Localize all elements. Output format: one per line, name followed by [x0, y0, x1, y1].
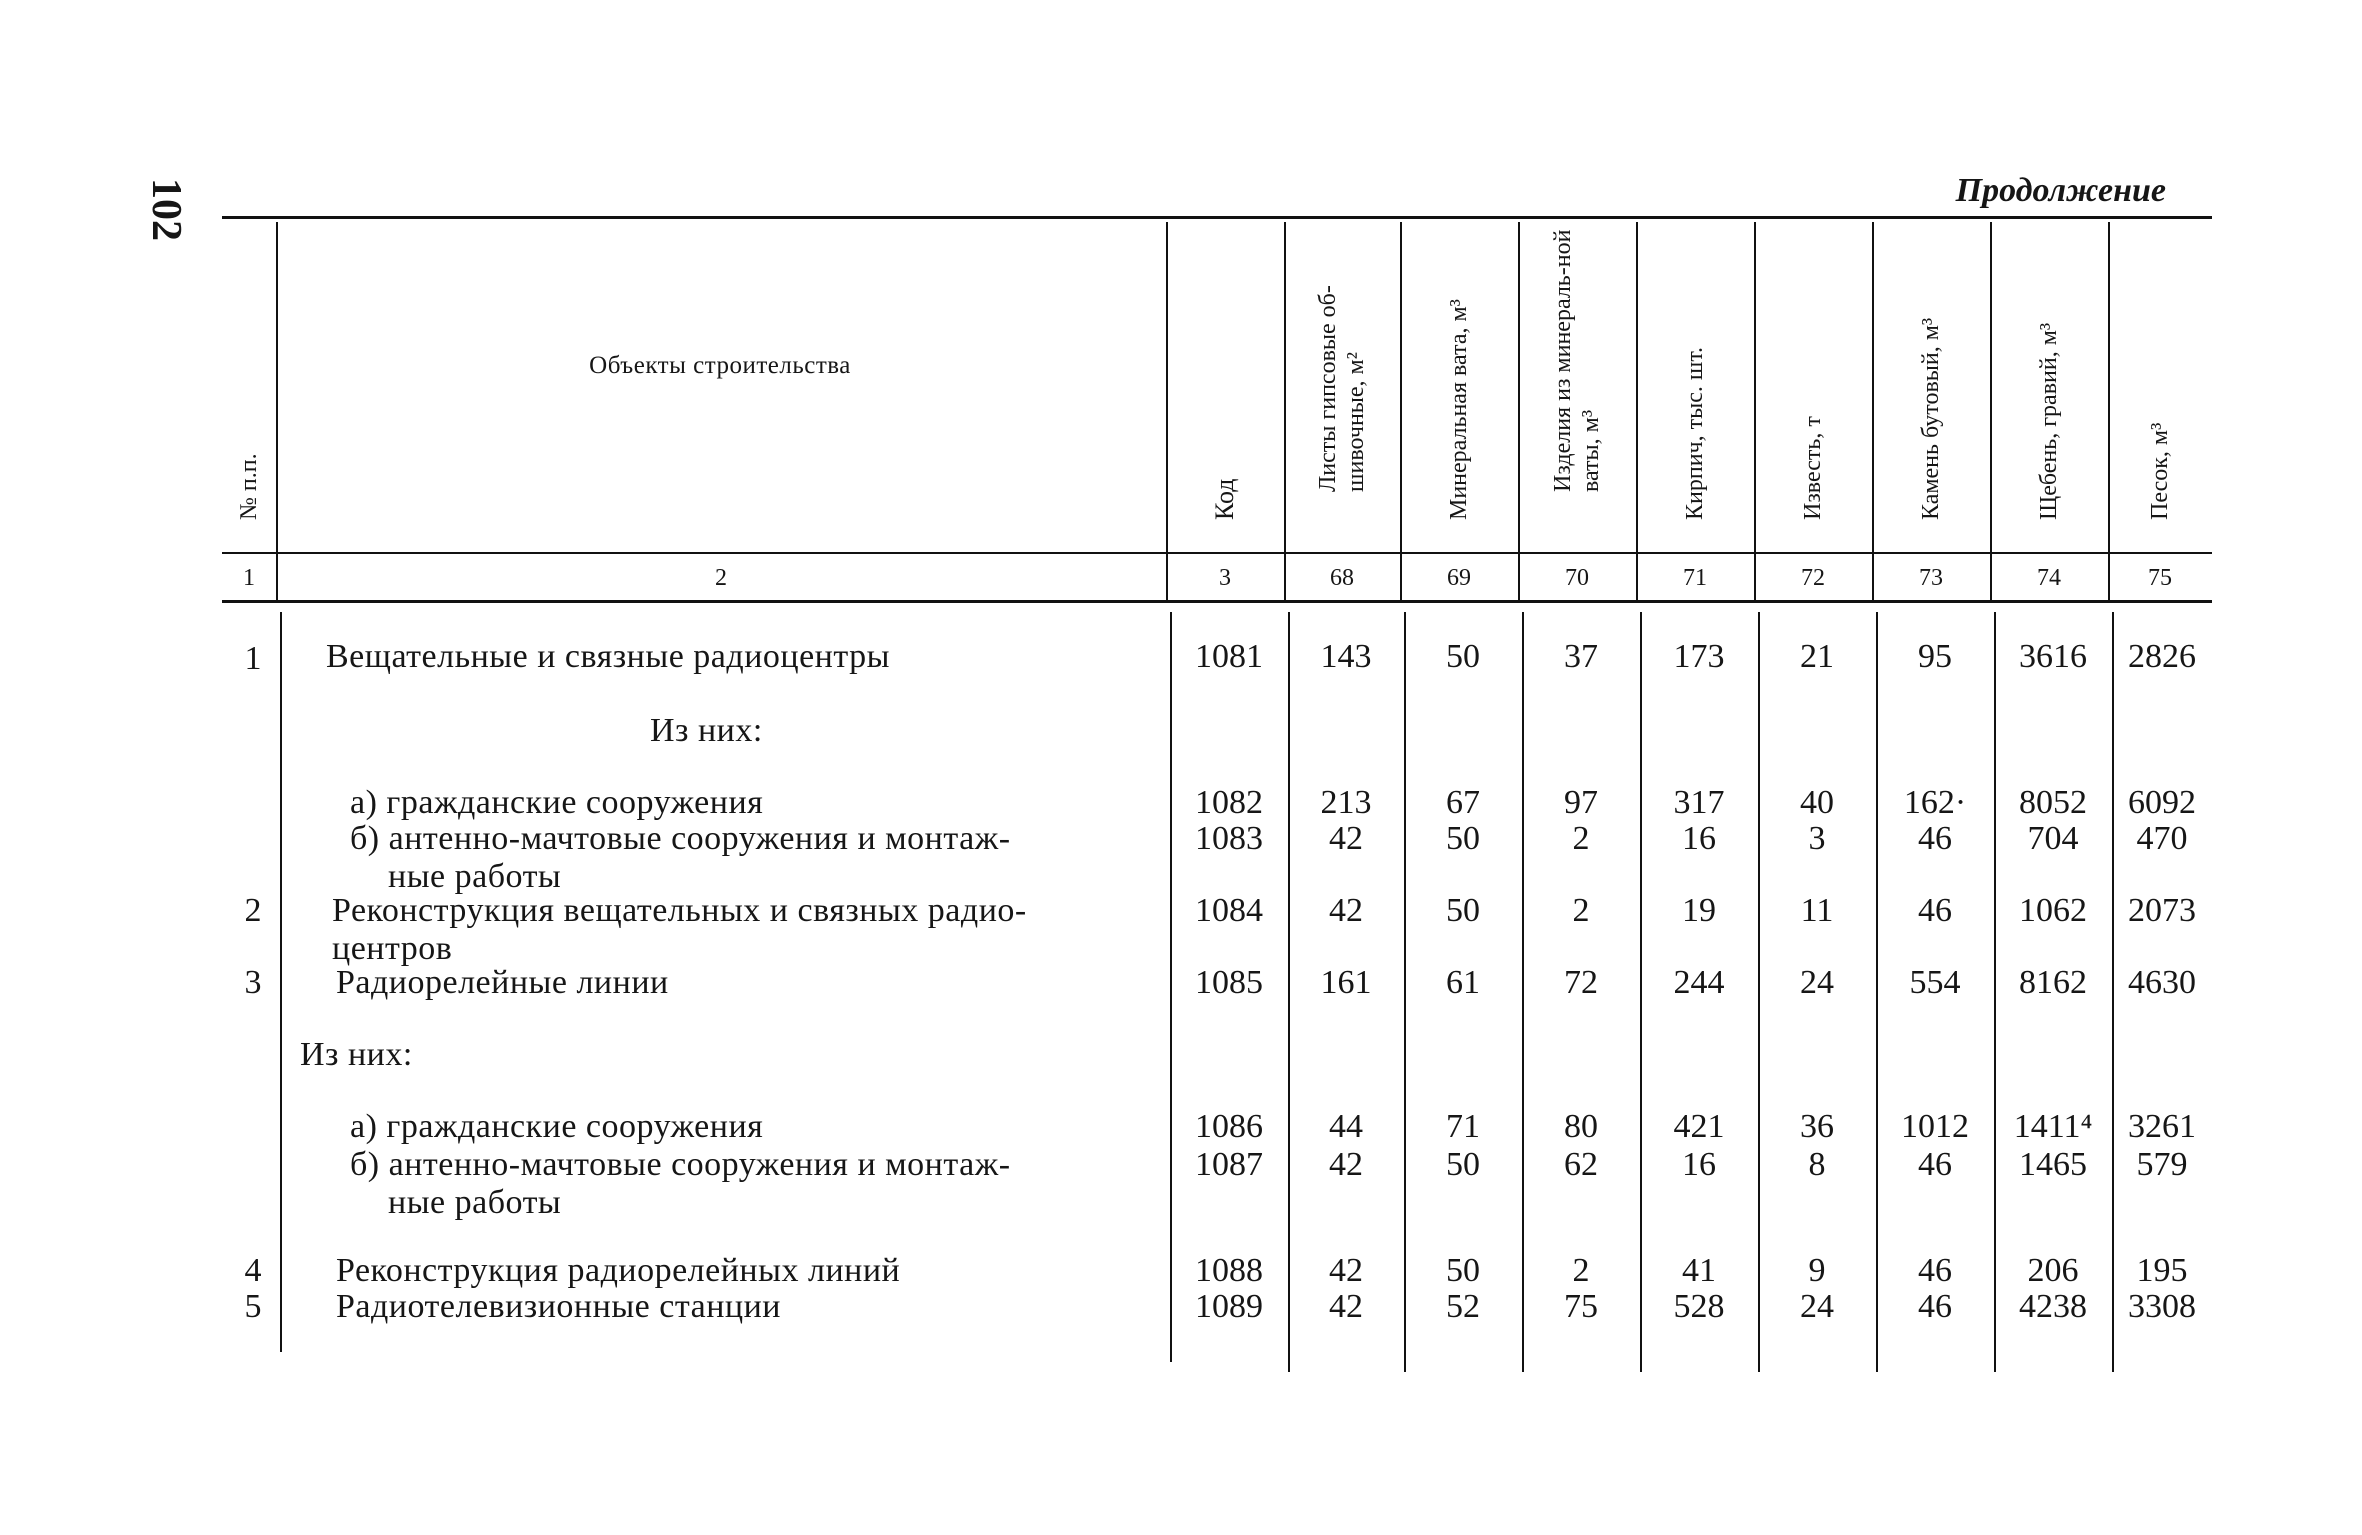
- header-col-72: Известь, т: [1800, 416, 1826, 520]
- header-num: № п.п.: [236, 453, 262, 520]
- top-rule: [222, 216, 2212, 219]
- header-index-rule: [222, 552, 2212, 554]
- header-bottom-rule: [222, 600, 2212, 603]
- header-objects: Объекты строительства: [589, 352, 851, 379]
- header-col-71: Кирпич, тыс. шт.: [1682, 346, 1708, 520]
- header-col-70: Изделия из минераль-ной ваты, м³: [1550, 229, 1604, 492]
- header-col-75: Песок, м³: [2147, 422, 2173, 520]
- header-col-69: Минеральная вата, м³: [1446, 299, 1472, 520]
- header-col-73: Камень бутовый, м³: [1918, 317, 1944, 520]
- header-col-68: Листы гипсовые об-шивочные, м²: [1315, 285, 1369, 492]
- continued-label: Продолжение: [1955, 172, 2166, 209]
- header-col-74: Щебень, гравий, м³: [2036, 322, 2062, 520]
- header-code: Код: [1210, 478, 1239, 520]
- page-number: 102: [143, 178, 189, 241]
